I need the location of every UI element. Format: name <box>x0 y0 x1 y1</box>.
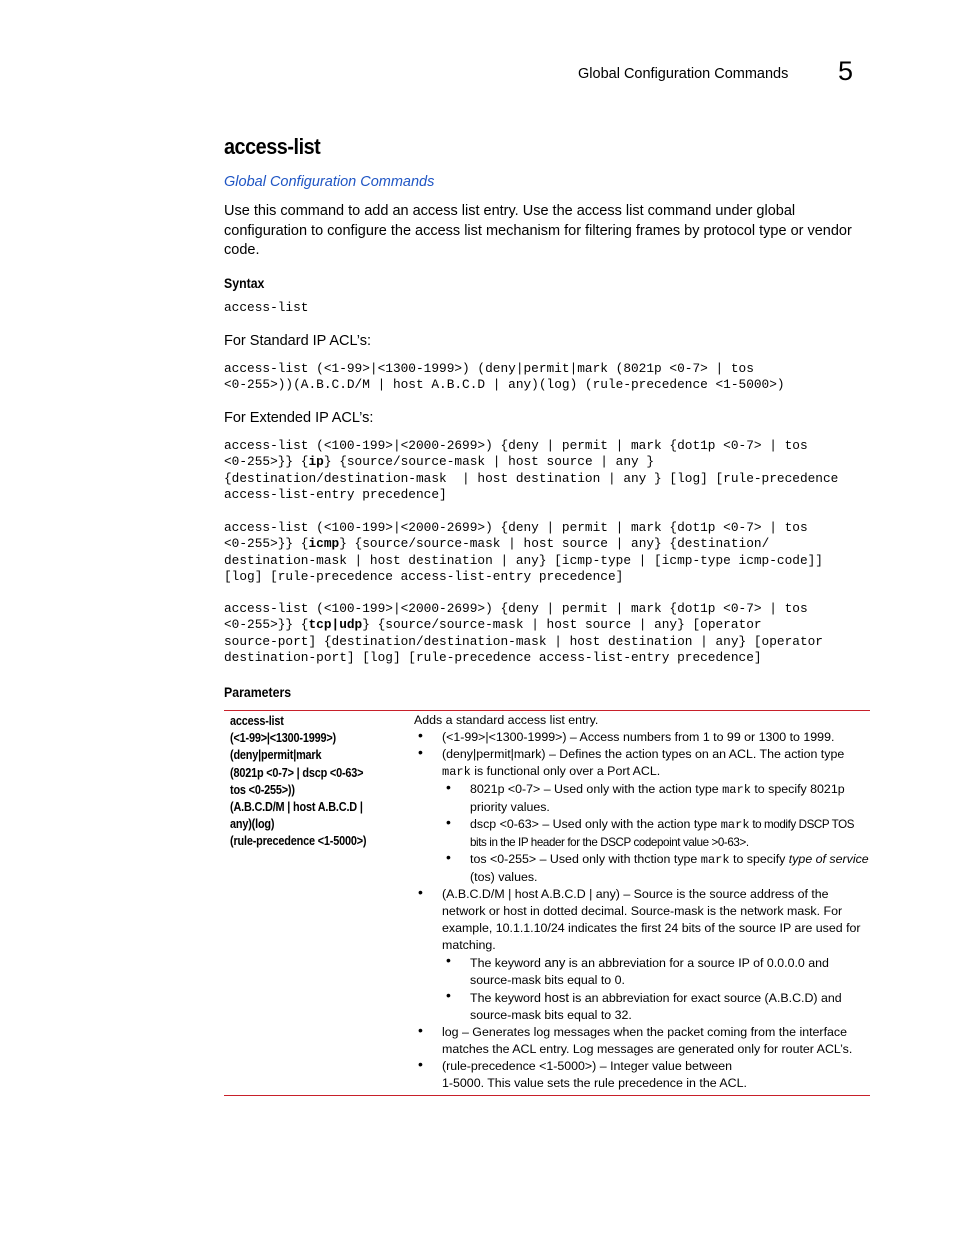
parameters-heading: Parameters <box>224 684 292 700</box>
running-header-title: Global Configuration Commands <box>578 66 789 82</box>
parameter-name: access-list (<1-99>|<1300-1999>) (deny|permit|mark (8021p <0-7> | dscp <0-63> tos <0-255>)) (A.B.C.D/M | host A.B.C.D | any)(log) (rule-precedence <1-5000>) <box>230 714 367 849</box>
chapter-number: 5 <box>838 56 854 86</box>
breadcrumb-link[interactable]: Global Configuration Commands <box>224 174 435 190</box>
table-bottom-rule <box>224 1095 870 1096</box>
extended-tcp-udp-syntax: access-list (<100-199>|<2000-2699>) {deny | permit | mark {dot1p <0-7> | tos <0-255>}} {tcp|udp} {source/source-mask | host source | any} [operator source-port] {destination/destination-mask | host destination | any} [operator destination-port] [log] [rule-precedence access-list-entry precedence] <box>224 601 823 666</box>
list-item: • 8021p <0-7> – Used only with the action type mark to specify 8021p priority values. <box>414 781 869 816</box>
list-item: • tos <0-255> – Used only with thction type mark to specify type of service (tos) values. <box>414 851 869 886</box>
standard-acl-syntax: access-list (<1-99>|<1300-1999>) (deny|permit|mark (8021p <0-7> | tos <0-255>))(A.B.C.D/M | host A.B.C.D | any)(log) (rule-precedence <1-5000>) <box>224 361 785 393</box>
list-item: • The keyword host is an abbreviation for exact source (A.B.C.D) and source-mask bits equal to 32. <box>414 989 869 1024</box>
list-item: • log – Generates log messages when the packet coming from the interface matches the ACL entry. Log messages are generated only for router ACL’s. <box>414 1024 869 1058</box>
syntax-basic: access-list <box>224 300 309 315</box>
extended-ip-syntax: access-list (<100-199>|<2000-2699>) {deny | permit | mark {dot1p <0-7> | tos <0-255>}} {ip} {source/source-mask | host source | any } {destination/destination-mask | host destination | any } [log] [rule-precedence access-list-entry precedence] <box>224 438 839 503</box>
list-item: • The keyword any is an abbreviation for a source IP of 0.0.0.0 and source-mask bits equal to 0. <box>414 954 869 989</box>
extended-icmp-syntax: access-list (<100-199>|<2000-2699>) {deny | permit | mark {dot1p <0-7> | tos <0-255>}} {icmp} {source/source-mask | host source | any} {destination/ destination-mask | host destination | any} [icmp-type | [icmp-type icmp-code]] [log] [rule-precedence access-list-entry precedence] <box>224 520 823 585</box>
list-item: • (<1-99>|<1300-1999>) – Access numbers from 1 to 99 or 1300 to 1999. <box>414 729 869 746</box>
parameter-description <box>414 712 869 1092</box>
list-item: • (rule-precedence <1-5000>) – Integer value between 1-5000. This value sets the rule precedence in the ACL. <box>414 1058 869 1092</box>
page-title: access-list <box>224 134 321 159</box>
table-top-rule <box>224 710 870 711</box>
list-item: • (A.B.C.D/M | host A.B.C.D | any) – Source is the source address of the network or host in dotted decimal. Source-mask is the network mask. For example, 10.1.1.10/24 indicates the first 24 bits of the source IP are used for matching. <box>414 886 869 954</box>
extended-acl-label: For Extended IP ACL’s: <box>224 410 374 426</box>
intro-paragraph: Use this command to add an access list entry. Use the access list command under global configuration to configure the access list mechanism for filtering frames by protocol type or vendor code. <box>224 203 852 258</box>
list-item: • (deny|permit|mark) – Defines the action types on an ACL. The action type mark is functional only over a Port ACL. <box>414 746 869 781</box>
desc-intro: Adds a standard access list entry. <box>414 713 599 727</box>
standard-acl-label: For Standard IP ACL’s: <box>224 333 371 349</box>
list-item: • dscp <0-63> – Used only with the action type mark to modify DSCP TOS bits in the IP header for the DSCP codepoint value >0-63>. <box>414 816 869 851</box>
syntax-heading: Syntax <box>224 275 265 291</box>
